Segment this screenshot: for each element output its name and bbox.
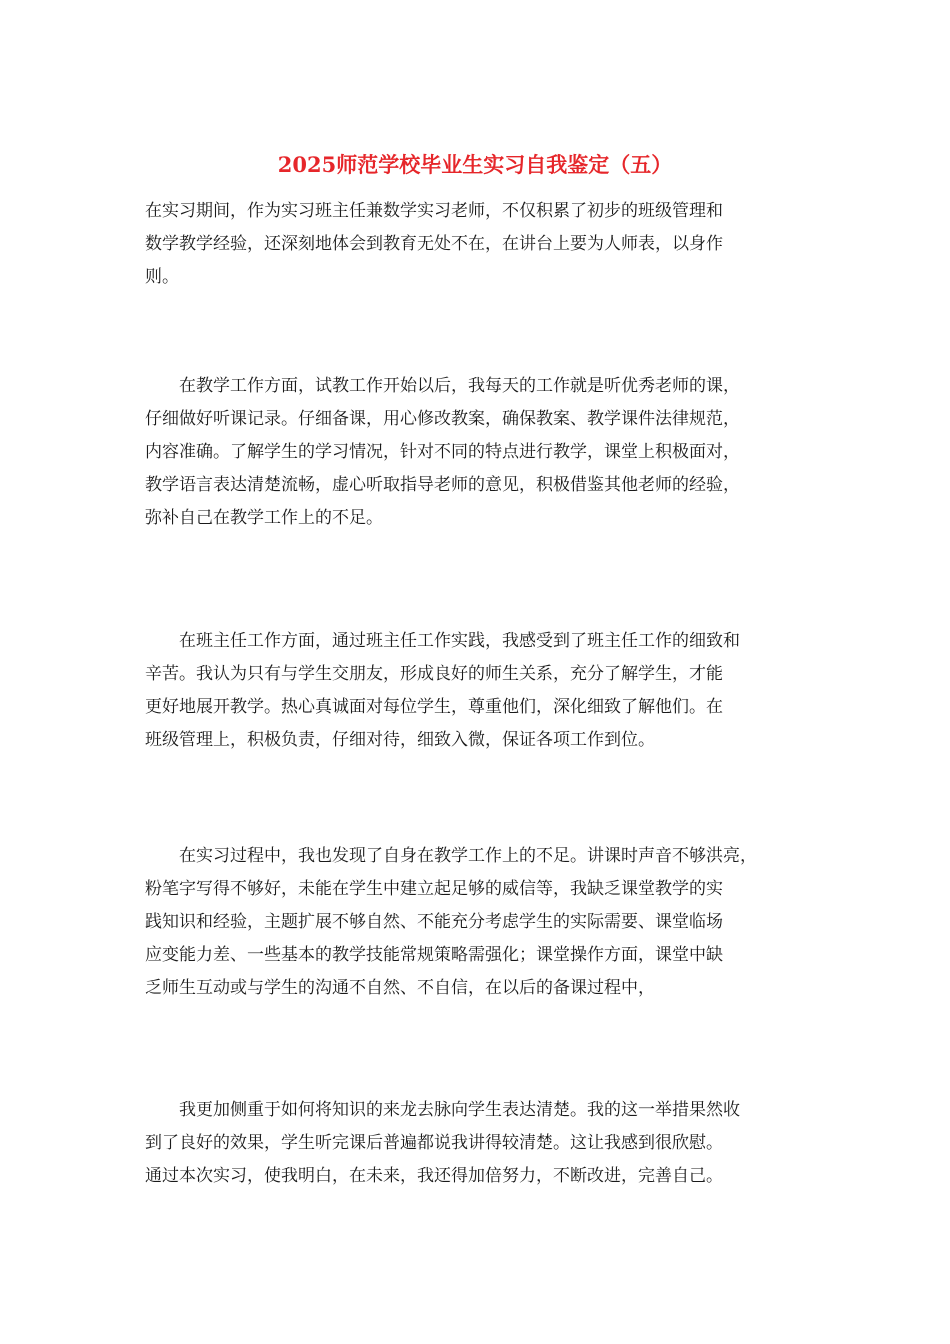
paragraph-head-teacher-work: [145, 625, 813, 757]
paragraph-line: 弥补自己在教学工作上的不足。: [145, 508, 383, 528]
paragraph-line: 在班主任工作方面，通过班主任工作实践，我感受到了班主任工作的细致和: [145, 631, 740, 651]
paragraph-line: 内容准确。了解学生的学习情况，针对不同的特点进行教学，课堂上积极面对，: [145, 442, 740, 462]
paragraph-line: 则。: [145, 267, 179, 287]
paragraph-line: 应变能力差、一些基本的教学技能常规策略需强化；课堂操作方面，课堂中缺: [145, 945, 723, 965]
paragraph-teaching-work: [145, 370, 813, 535]
paragraph-line: 我更加侧重于如何将知识的来龙去脉向学生表达清楚。我的这一举措果然收: [145, 1100, 740, 1120]
paragraph-line: 践知识和经验，主题扩展不够自然、不能充分考虑学生的实际需要、课堂临场: [145, 912, 723, 932]
paragraph-intro: [145, 195, 813, 294]
paragraph-line: 乏师生互动或与学生的沟通不自然、不自信，在以后的备课过程中，: [145, 978, 655, 998]
paragraph-line: 粉笔字写得不够好，未能在学生中建立起足够的威信等，我缺乏课堂教学的实: [145, 879, 723, 899]
paragraph-line: 数学教学经验，还深刻地体会到教育无处不在，在讲台上要为人师表，以身作: [145, 234, 723, 254]
paragraph-line: 在教学工作方面，试教工作开始以后，我每天的工作就是听优秀老师的课，: [145, 376, 740, 396]
paragraph-shortcomings: [145, 840, 813, 1005]
paragraph-line: 仔细做好听课记录。仔细备课，用心修改教案，确保教案、教学课件法律规范，: [145, 409, 740, 429]
paragraph-line: 更好地展开教学。热心真诚面对每位学生，尊重他们，深化细致了解他们。在: [145, 697, 723, 717]
paragraph-conclusion: [145, 1094, 813, 1193]
paragraph-line: 通过本次实习，使我明白，在未来，我还得加倍努力，不断改进，完善自己。: [145, 1166, 723, 1186]
paragraph-line: 教学语言表达清楚流畅，虚心听取指导老师的意见，积极借鉴其他老师的经验，: [145, 475, 740, 495]
paragraph-line: 在实习过程中，我也发现了自身在教学工作上的不足。讲课时声音不够洪亮，: [145, 846, 757, 866]
paragraph-line: 班级管理上，积极负责，仔细对待，细致入微，保证各项工作到位。: [145, 730, 655, 750]
paragraph-line: 到了良好的效果，学生听完课后普遍都说我讲得较清楚。这让我感到很欣慰。: [145, 1133, 723, 1153]
document-title: 2025师范学校毕业生实习自我鉴定（五）: [277, 152, 673, 177]
paragraph-line: 辛苦。我认为只有与学生交朋友，形成良好的师生关系，充分了解学生，才能: [145, 664, 723, 684]
paragraph-line: 在实习期间，作为实习班主任兼数学实习老师，不仅积累了初步的班级管理和: [145, 201, 723, 221]
